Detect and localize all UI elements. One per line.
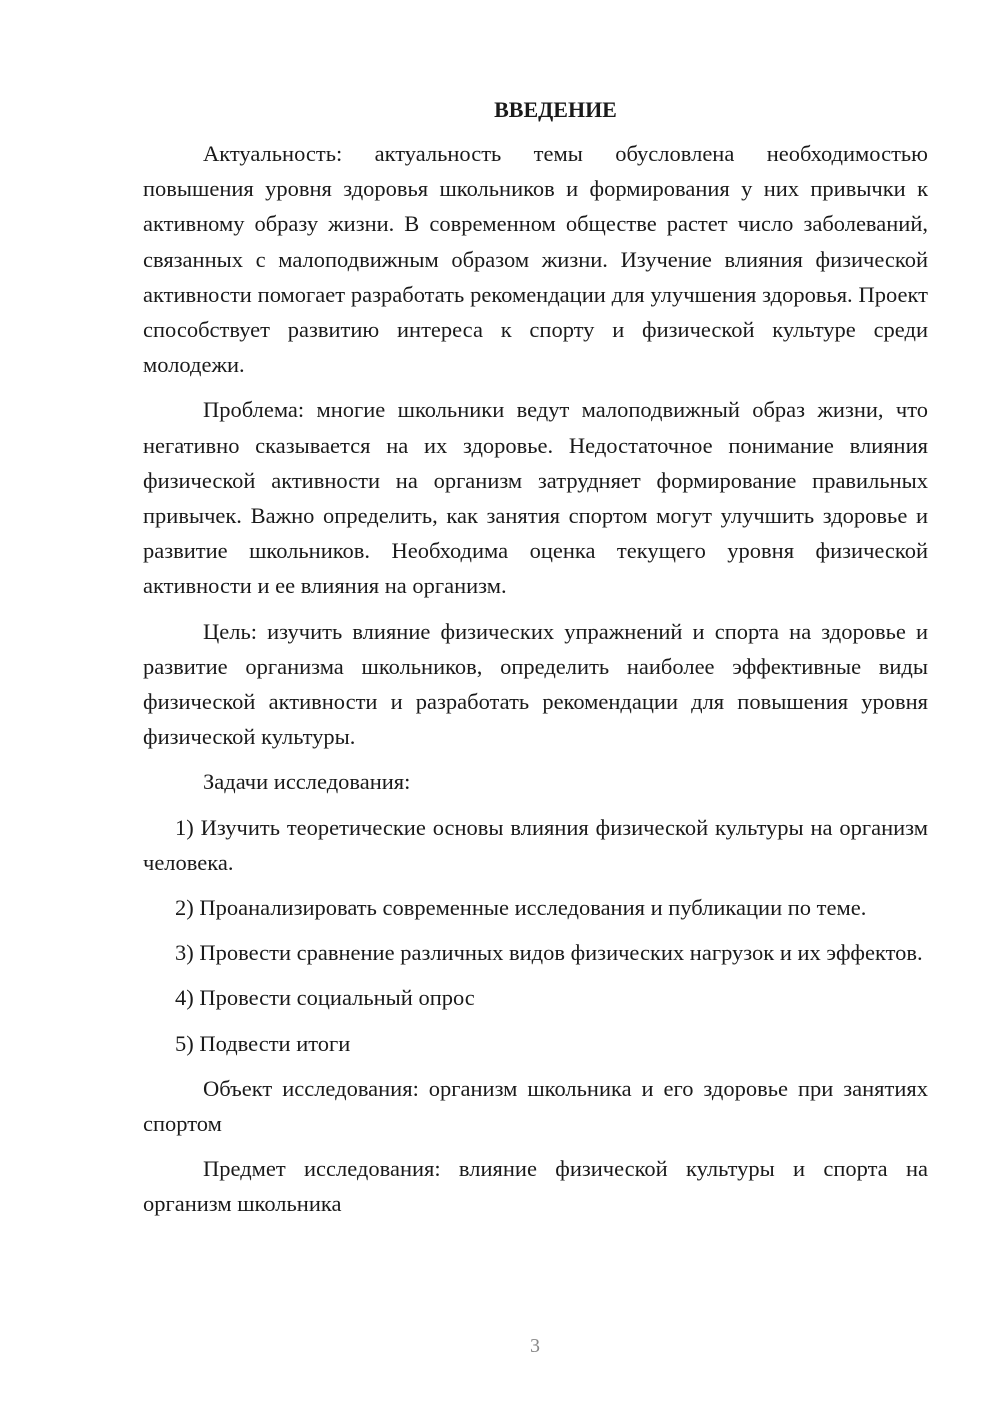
task-item: 3) Провести сравнение различных видов физических нагрузок и их эффектов. — [175, 940, 923, 966]
subject-paragraph: Предмет исследования: влияние физической культуры и спорта на организм школьника — [143, 1156, 928, 1217]
task-item: 1) Изучить теоретические основы влияния физической культуры на организм человека. — [143, 814, 928, 875]
task-item: 2) Проанализировать современные исследования и публикации по теме. — [175, 895, 867, 921]
goal-paragraph: Цель: изучить влияние физических упражнений и спорта на здоровье и развитие организма школьников, определить наиболее эффективные виды физической активности и разработать рекомендации для повышения уровня физической культуры. — [143, 618, 928, 750]
page-heading: ВВЕДЕНИЕ — [494, 97, 617, 122]
task-item: 4) Провести социальный опрос — [175, 985, 475, 1011]
tasks-heading: Задачи исследования: — [203, 769, 411, 795]
problem-paragraph: Проблема: многие школьники ведут малоподвижный образ жизни, что негативно сказывается на их здоровье. Недостаточное понимание влияния физической активности на организм затрудняет формирование правильных привычек. Важно определить, как занятия спортом могут улучшить здоровье и развитие школьников. Необходима оценка текущего уровня физической активности и ее влияния на организм. — [143, 397, 928, 599]
relevance-paragraph: Актуальность: актуальность темы обусловлена необходимостью повышения уровня здоровья школьников и формирования у них привычки к активному образу жизни. В современном обществе растет число заболеваний, связанных с малоподвижным образом жизни. Изучение влияния физической активности помогает разработать рекомендации для улучшения здоровья. Проект способствует развитию интереса к спорту и физической культуре среди молодежи. — [143, 141, 928, 378]
task-item: 5) Подвести итоги — [175, 1030, 351, 1056]
page-content — [143, 92, 928, 1222]
object-paragraph: Объект исследования: организм школьника и его здоровье при занятиях спортом — [143, 1075, 928, 1137]
page-number: 3 — [530, 1335, 540, 1357]
